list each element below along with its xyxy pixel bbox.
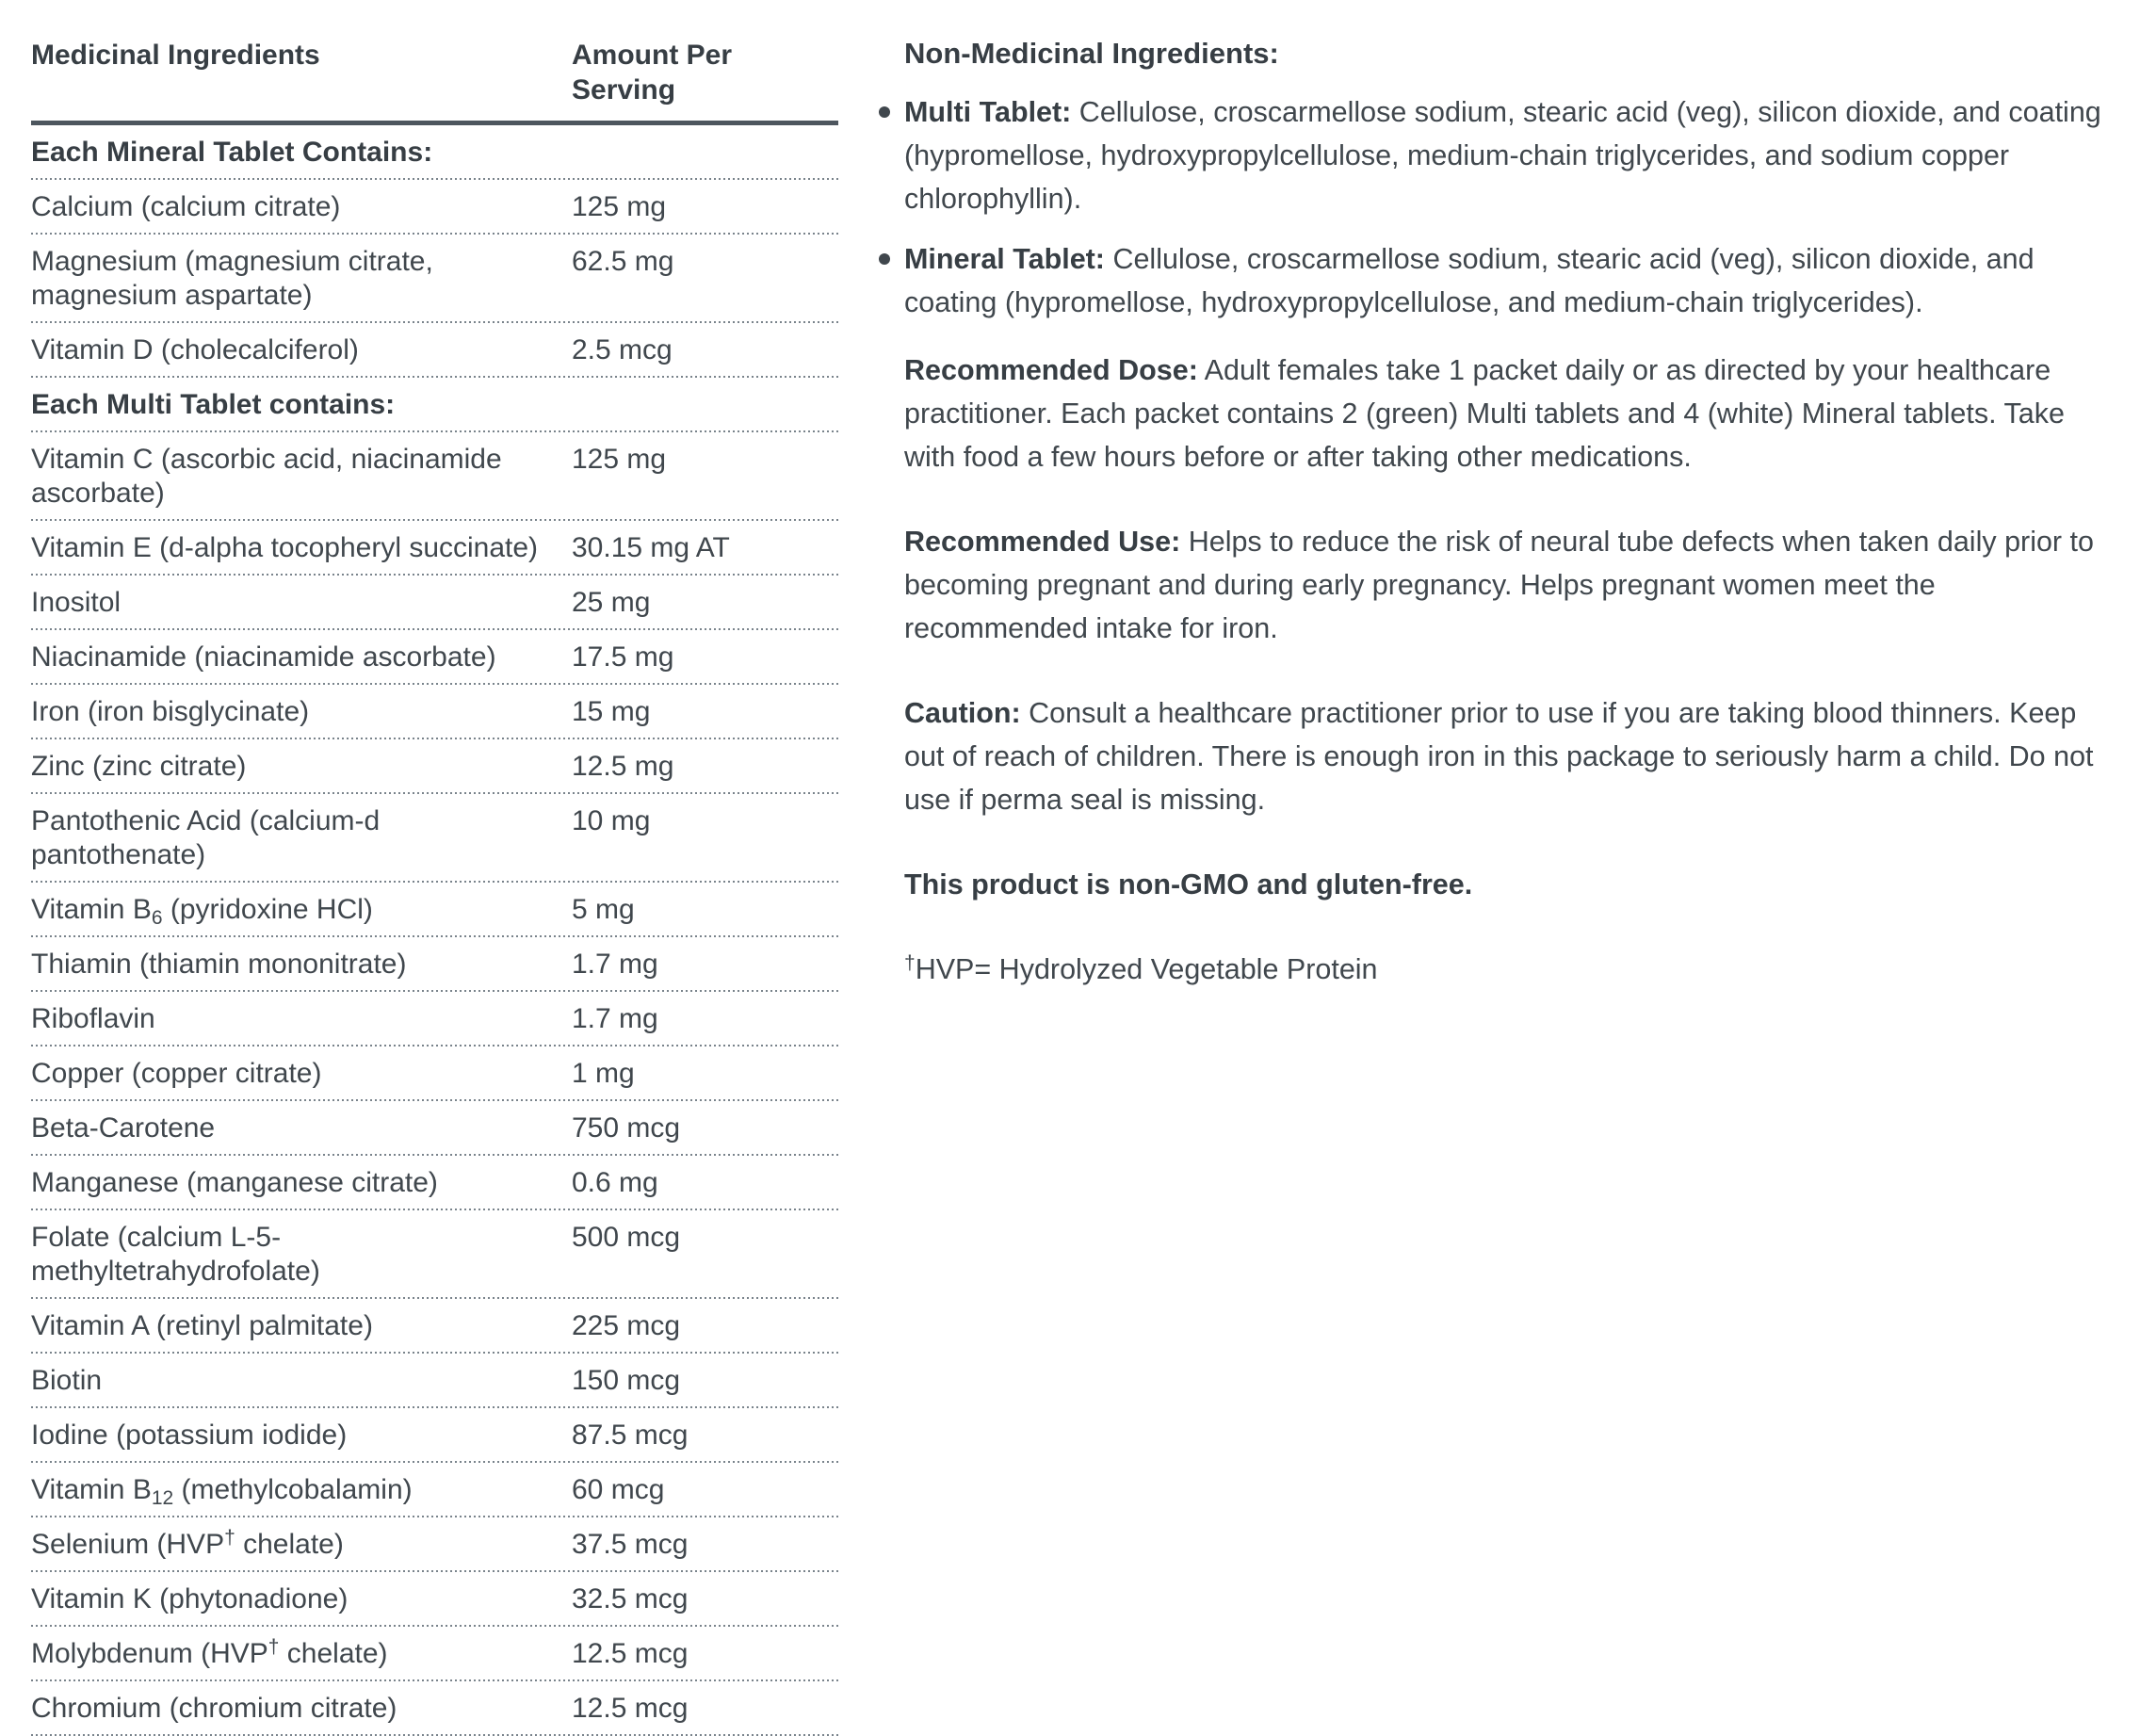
paragraph-label: Caution:	[904, 697, 1021, 729]
ingredient-amount: 0.6 mg	[572, 1167, 658, 1198]
ingredient-amount	[572, 388, 838, 422]
table-row	[31, 1101, 838, 1156]
ingredient-amount: 1.7 mg	[572, 949, 658, 980]
ingredient-amount: 12.5 mcg	[572, 1693, 689, 1724]
column-header-medicinal-ingredients: Medicinal Ingredients	[31, 40, 320, 71]
bullet-icon	[879, 253, 890, 265]
ingredient-amount: 25 mg	[572, 587, 651, 618]
table-row	[31, 739, 838, 794]
ingredient-amount: 125 mg	[572, 191, 667, 222]
ingredient-name: Manganese (manganese citrate)	[31, 1167, 438, 1198]
ingredient-name: Beta-Carotene	[31, 1112, 216, 1144]
ingredient-amount: 5 mg	[572, 894, 635, 925]
ingredient-name: Inositol	[31, 587, 122, 618]
table-row	[31, 576, 838, 630]
ingredient-name: Biotin	[31, 1365, 103, 1396]
bullet-text: Cellulose, croscarmellose sodium, stearic acid (veg), silicon dioxide, and coating (hypromellose, hydroxypropylcellulose, medium-chain triglycerides, and sodium copper chlorophyllin).	[904, 96, 2101, 215]
paragraph-label: Recommended Use:	[904, 526, 1181, 558]
table-row	[31, 235, 838, 323]
hvp-footnote: †HVP= Hydrolyzed Vegetable Protein	[904, 952, 1378, 985]
info-paragraph	[878, 520, 2112, 650]
ingredient-name: Selenium (HVP† chelate)	[31, 1527, 344, 1560]
bullet-label: Mineral Tablet:	[904, 243, 1105, 275]
table-row	[31, 992, 838, 1046]
table-row	[31, 1408, 838, 1463]
ingredient-name: Riboflavin	[31, 1003, 155, 1034]
ingredient-amount: 1 mg	[572, 1058, 635, 1089]
ingredient-name: Iron (iron bisglycinate)	[31, 696, 310, 727]
medicinal-ingredients-table	[31, 32, 838, 1736]
info-paragraph	[878, 349, 2112, 479]
ingredient-amount: 12.5 mg	[572, 751, 674, 782]
ingredient-name: Vitamin K (phytonadione)	[31, 1583, 349, 1614]
bullet-item	[878, 90, 2112, 220]
ingredient-amount: 62.5 mg	[572, 246, 674, 277]
ingredient-amount: 32.5 mcg	[572, 1583, 689, 1614]
table-row	[31, 1517, 838, 1572]
ingredient-amount: 1.7 mg	[572, 1003, 658, 1034]
column-header-amount-per-serving: Amount Per Serving	[572, 40, 733, 105]
ingredient-name: Vitamin A (retinyl palmitate)	[31, 1310, 373, 1341]
section-row	[31, 378, 838, 432]
table-row	[31, 630, 838, 685]
bullet-icon	[879, 106, 890, 118]
ingredient-name: Vitamin $B_6$ (pyridoxine HCl)	[31, 894, 373, 929]
table-row	[31, 1156, 838, 1210]
table-row	[31, 1463, 838, 1517]
ingredient-name: Vitamin $B_{12}$ (methylcobalamin)	[31, 1474, 413, 1509]
ingredient-amount: 750 mcg	[572, 1112, 681, 1144]
ingredient-amount: 150 mcg	[572, 1365, 681, 1396]
table-row	[31, 1046, 838, 1101]
ingredient-amount: 10 mg	[572, 805, 651, 836]
ingredient-amount: 12.5 mcg	[572, 1638, 689, 1669]
table-header-row	[31, 32, 838, 125]
table-row	[31, 1299, 838, 1354]
ingredient-amount	[572, 136, 838, 170]
ingredient-name: Magnesium (magnesium citrate, magnesium aspartate)	[31, 246, 433, 311]
paragraph-text: Helps to reduce the risk of neural tube defects when taken daily prior to becoming pregnant and during early pregnancy. Helps pregnant women meet the recommended intake for iron.	[904, 526, 2094, 644]
paragraph-label: This product is non-GMO and gluten-free.	[904, 868, 1473, 900]
table-row	[31, 180, 838, 235]
ingredient-name: Vitamin E (d-alpha tocopheryl succinate)	[31, 532, 539, 563]
bullet-label: Multi Tablet:	[904, 96, 1072, 128]
table-row	[31, 1572, 838, 1627]
ingredient-amount: 225 mcg	[572, 1310, 681, 1341]
ingredient-name: Chromium (chromium citrate)	[31, 1693, 397, 1724]
non-medicinal-bullet-list	[878, 90, 2112, 324]
ingredient-name: Iodine (potassium iodide)	[31, 1420, 348, 1451]
ingredient-name: Thiamin (thiamin mononitrate)	[31, 949, 407, 980]
table-row	[31, 1354, 838, 1408]
section-row	[31, 125, 838, 180]
paragraph-text: Adult females take 1 packet daily or as directed by your healthcare practitioner. Each packet contains 2 (green) Multi tablets and 4 (white) Mineral tablets. Take with food a few hours before or after taking other medications.	[904, 354, 2065, 473]
ingredient-amount: 15 mg	[572, 696, 651, 727]
ingredient-name: Vitamin C (ascorbic acid, niacinamide ascorbate)	[31, 444, 502, 509]
bullet-text: Cellulose, croscarmellose sodium, stearic acid (veg), silicon dioxide, and coating (hypromellose, hydroxypropylcellulose, and medium-chain triglycerides).	[904, 243, 2035, 318]
ingredient-name: Folate (calcium L-5-methyltetrahydrofolate)	[31, 1222, 320, 1287]
ingredient-amount: 30.15 mg AT	[572, 532, 730, 563]
ingredient-name: Zinc (zinc citrate)	[31, 751, 247, 782]
ingredient-amount: 60 mcg	[572, 1474, 665, 1505]
ingredient-name: Calcium (calcium citrate)	[31, 191, 341, 222]
table-row	[31, 432, 838, 521]
table-row	[31, 323, 838, 378]
ingredient-name: Copper (copper citrate)	[31, 1058, 322, 1089]
ingredient-amount: 2.5 mcg	[572, 334, 673, 365]
paragraph-text: Consult a healthcare practitioner prior to use if you are taking blood thinners. Keep out of reach of children. There is enough iron in this package to seriously harm a child. Do not use if perma seal is missing.	[904, 697, 2094, 816]
table-row	[31, 685, 838, 739]
table-row	[31, 1681, 838, 1736]
paragraph-label: Recommended Dose:	[904, 354, 1198, 386]
table-body	[31, 125, 838, 1736]
bullet-item	[878, 237, 2112, 324]
table-row	[31, 883, 838, 937]
non-medicinal-panel	[878, 32, 2112, 991]
info-paragraph	[878, 863, 2112, 906]
table-row	[31, 1627, 838, 1681]
table-row	[31, 521, 838, 576]
table-row	[31, 937, 838, 992]
table-row	[31, 1210, 838, 1299]
ingredient-amount: 125 mg	[572, 444, 667, 475]
section-title: Each Multi Tablet contains:	[31, 389, 396, 420]
ingredient-amount: 37.5 mcg	[572, 1529, 689, 1560]
table-row	[31, 794, 838, 883]
ingredient-amount: 500 mcg	[572, 1222, 681, 1253]
ingredient-amount: 87.5 mcg	[572, 1420, 689, 1451]
ingredient-name: Niacinamide (niacinamide ascorbate)	[31, 641, 496, 673]
paragraphs-container	[878, 349, 2112, 906]
ingredient-name: Molybdenum (HVP† chelate)	[31, 1636, 388, 1669]
section-title: Each Mineral Tablet Contains:	[31, 137, 433, 168]
ingredient-name: Vitamin D (cholecalciferol)	[31, 334, 359, 365]
ingredient-name: Pantothenic Acid (calcium-d pantothenate)	[31, 805, 381, 870]
non-medicinal-heading: Non-Medicinal Ingredients:	[904, 37, 1279, 70]
ingredient-amount: 17.5 mg	[572, 641, 674, 673]
info-paragraph	[878, 691, 2112, 821]
